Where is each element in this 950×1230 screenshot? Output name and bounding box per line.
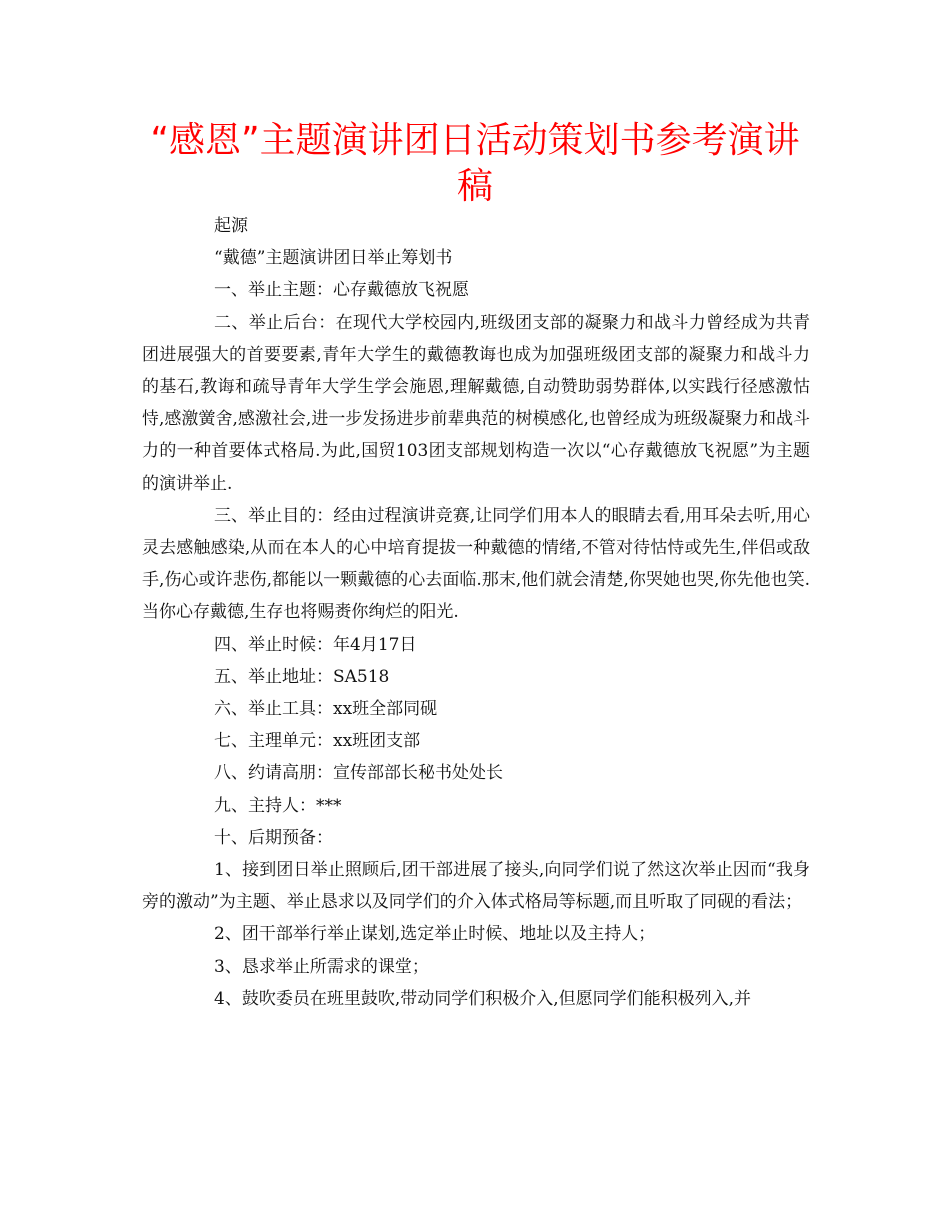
paragraph-time: 四、举止时候：年4月17日: [214, 634, 417, 655]
paragraph-step-3: 3、恳求举止所需求的课堂；: [214, 956, 429, 977]
paragraph-purpose: 三、举止目的：经由过程演讲竞赛,让同学们用本人的眼睛去看,用耳朵去听,用心灵去感触感染,从而在本人的心中培育提拔一种戴德的情绪,不管对待怙恃或先生,伴侣或敌手,伤心或许悲伤,都能以一颗戴德的心去面临.那末,他们就会清楚,你哭她也哭,你先他也笑.当你心存戴德,生存也将赐赉你绚烂的阳光.: [142, 505, 810, 623]
paragraph-location: 五、举止地址：SA518: [214, 666, 390, 687]
paragraph-step-4: 4、鼓吹委员在班里鼓吹,带动同学们积极介入,但愿同学们能积极列入,并: [214, 988, 752, 1009]
paragraph-background: 二、举止后台：在现代大学校园内,班级团支部的凝聚力和战斗力曾经成为共青团进展强大的首要要素,青年大学生的戴德教诲也成为加强班级团支部的凝聚力和战斗力的基石,教诲和疏导青年大学生学会施恩,理解戴德,自动赞助弱势群体,以实践行径感激怙恃,感激黉舍,感激社会,进一步发扬进步前辈典范的树模感化,也曾经成为班级凝聚力和战斗力的一种首要体式格局.为此,国贸103团支部规划构造一次以“心存戴德放飞祝愿”为主题的演讲举止.: [142, 312, 810, 494]
paragraph-organizer: 七、主理单元：xx班团支部: [214, 731, 421, 752]
paragraph-host: 九、主持人：***: [214, 795, 342, 816]
paragraph-preparation: 十、后期预备：: [214, 827, 333, 848]
paragraph-theme: 一、举止主题：心存戴德放飞祝愿: [214, 280, 469, 301]
paragraph-origin: 起源: [214, 216, 248, 236]
paragraph-step-2: 2、团干部举行举止谋划,选定举止时候、地址以及主持人；: [214, 924, 656, 945]
document-body: [142, 210, 810, 1015]
document-title: “感恩”主题演讲团日活动策划书参考演讲稿: [150, 120, 800, 207]
paragraph-participants: 六、举止工具：xx班全部同砚: [214, 699, 438, 720]
paragraph-step-1: 1、接到团日举止照顾后,团干部进展了接头,向同学们说了然这次举止因而“我身旁的激动”为主题、举止恳求以及同学们的介入体式格局等标题,而且听取了同砚的看法；: [142, 860, 810, 913]
paragraph-plan-title: “戴德”主题演讲团日举止筹划书: [214, 248, 453, 269]
paragraph-guests: 八、约请高朋：宣传部部长秘书处处长: [214, 763, 503, 784]
